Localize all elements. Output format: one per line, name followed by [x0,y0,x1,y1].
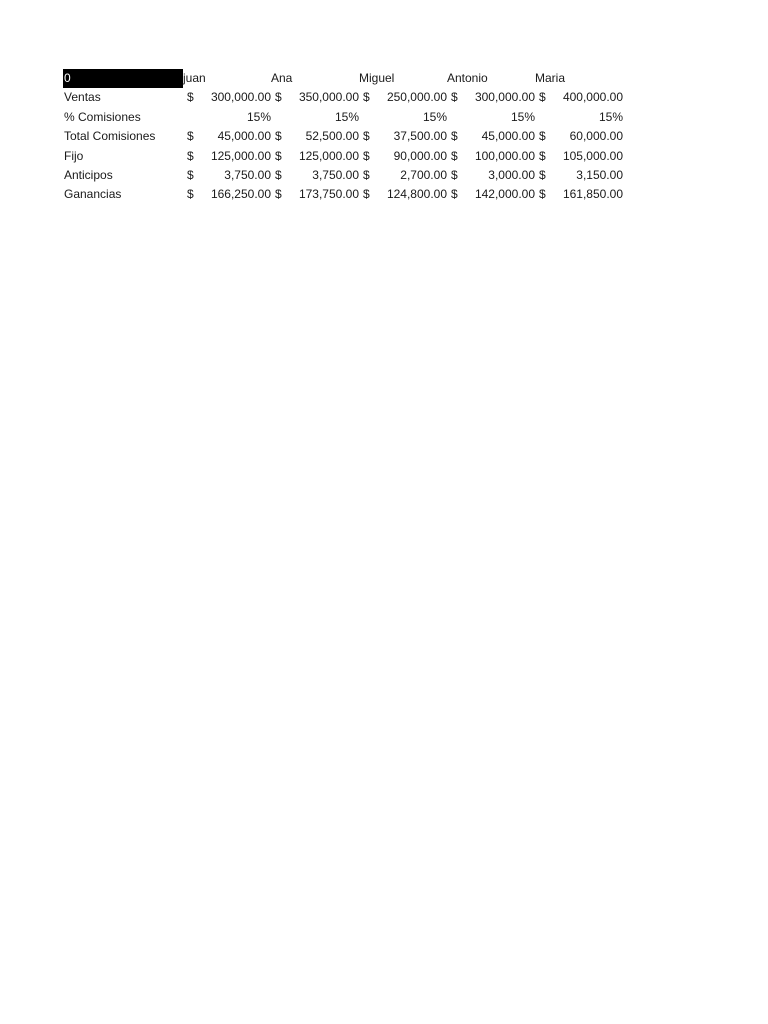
currency-symbol: $ [275,148,282,163]
value-cell[interactable] [359,127,447,146]
value-cell[interactable] [271,108,359,127]
currency-symbol: $ [187,187,194,202]
value-cell[interactable] [271,185,359,204]
currency-symbol: $ [363,90,370,105]
currency-symbol: $ [187,168,194,183]
value-cell[interactable] [183,88,271,107]
currency-symbol: $ [187,148,194,163]
amount: 173,750.00 [298,187,359,202]
header-row [63,69,623,88]
amount: 100,000.00 [474,148,535,163]
value-cell[interactable] [183,185,271,204]
currency-value [447,147,535,166]
value-cell[interactable] [183,108,271,127]
amount: 105,000.00 [562,148,623,163]
currency-value [359,127,447,146]
corner-cell[interactable]: 0 [63,69,183,88]
amount: 90,000.00 [393,148,447,163]
value-cell[interactable] [447,166,535,185]
commissions-table [63,69,623,205]
currency-value [535,88,623,107]
currency-symbol: $ [539,90,546,105]
currency-symbol: $ [539,129,546,144]
header-name[interactable]: Antonio [447,71,488,85]
value-cell[interactable] [183,147,271,166]
currency-value [183,185,271,204]
amount: 125,000.00 [210,148,271,163]
currency-symbol: $ [275,168,282,183]
value-cell[interactable] [183,127,271,146]
currency-symbol: $ [363,129,370,144]
amount: 142,000.00 [474,187,535,202]
currency-value [271,185,359,204]
currency-symbol: $ [275,129,282,144]
amount: 2,700.00 [400,168,447,183]
currency-value [183,166,271,185]
currency-value [183,127,271,146]
value-cell[interactable] [447,147,535,166]
value-cell[interactable] [535,108,623,127]
currency-value [447,88,535,107]
value-cell[interactable] [535,147,623,166]
value-cell[interactable] [535,185,623,204]
amount: 60,000.00 [569,129,623,144]
currency-symbol: $ [451,148,458,163]
amount: 300,000.00 [474,90,535,105]
currency-symbol: $ [451,90,458,105]
table-row [63,166,623,185]
currency-value [359,88,447,107]
row-label[interactable]: Ventas [64,90,101,105]
header-name[interactable]: Miguel [359,71,395,85]
amount: 3,750.00 [312,168,359,183]
header-name[interactable]: juan [183,71,206,85]
currency-symbol: $ [451,129,458,144]
amount: 124,800.00 [386,187,447,202]
amount: 3,150.00 [576,168,623,183]
percent-value: 15% [598,109,623,124]
value-cell[interactable] [535,127,623,146]
amount: 400,000.00 [562,90,623,105]
currency-symbol: $ [539,148,546,163]
currency-value [183,147,271,166]
currency-value [535,147,623,166]
value-cell[interactable] [359,147,447,166]
row-label[interactable]: Ganancias [64,187,122,202]
value-cell[interactable] [447,127,535,146]
spreadsheet [63,69,623,205]
percent-value: 15% [422,109,447,124]
currency-symbol: $ [451,168,458,183]
currency-symbol: $ [363,187,370,202]
currency-value [535,166,623,185]
table-row [63,108,623,127]
currency-symbol: $ [275,90,282,105]
row-label[interactable]: % Comisiones [64,109,141,124]
value-cell[interactable] [183,166,271,185]
header-name[interactable]: Ana [271,71,293,85]
row-label[interactable]: Fijo [64,148,84,163]
amount: 166,250.00 [210,187,271,202]
value-cell[interactable] [271,166,359,185]
amount: 45,000.00 [481,129,535,144]
row-label[interactable]: Anticipos [64,168,113,183]
percent-value: 15% [334,109,359,124]
value-cell[interactable] [447,108,535,127]
value-cell[interactable] [359,185,447,204]
amount: 161,850.00 [562,187,623,202]
percent-value: 15% [510,109,535,124]
currency-symbol: $ [187,129,194,144]
amount: 300,000.00 [210,90,271,105]
value-cell[interactable] [271,127,359,146]
currency-symbol: $ [187,90,194,105]
currency-symbol: $ [363,148,370,163]
currency-value [271,166,359,185]
amount: 125,000.00 [298,148,359,163]
table-row [63,147,623,166]
currency-value [271,127,359,146]
currency-value [359,185,447,204]
currency-symbol: $ [539,168,546,183]
currency-symbol: $ [275,187,282,202]
currency-value [271,147,359,166]
currency-value [447,185,535,204]
value-cell[interactable] [271,88,359,107]
amount: 37,500.00 [393,129,447,144]
amount: 3,750.00 [224,168,271,183]
currency-symbol: $ [539,187,546,202]
value-cell[interactable] [271,147,359,166]
currency-value [183,88,271,107]
value-cell[interactable] [447,185,535,204]
value-cell[interactable] [535,88,623,107]
currency-value [535,185,623,204]
value-cell[interactable] [447,88,535,107]
currency-value [447,166,535,185]
table-row [63,127,623,146]
amount: 350,000.00 [298,90,359,105]
header-name[interactable]: Maria [535,71,566,85]
value-cell[interactable] [359,166,447,185]
amount: 52,500.00 [305,129,359,144]
amount: 45,000.00 [217,129,271,144]
currency-symbol: $ [363,168,370,183]
currency-value [359,147,447,166]
value-cell[interactable] [359,108,447,127]
percent-value: 15% [246,109,271,124]
row-label[interactable]: Total Comisiones [64,129,156,144]
currency-value [271,88,359,107]
value-cell[interactable] [359,88,447,107]
table-row [63,88,623,107]
currency-value [535,127,623,146]
amount: 250,000.00 [386,90,447,105]
currency-value [359,166,447,185]
currency-value [447,127,535,146]
amount: 3,000.00 [488,168,535,183]
table-row [63,185,623,204]
value-cell[interactable] [535,166,623,185]
currency-symbol: $ [451,187,458,202]
